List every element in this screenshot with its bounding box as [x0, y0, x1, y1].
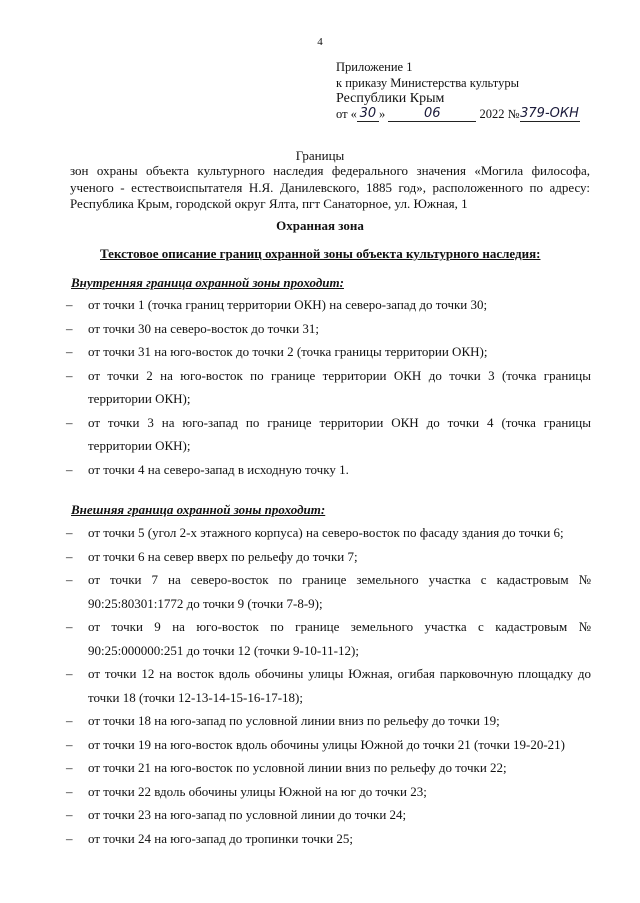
date-month: 06 — [388, 107, 476, 122]
document-title: Границы — [295, 148, 345, 163]
list-item: – от точки 19 на юго-восток вдоль обочины улицы Южной до точки 21 (точки 19-20-21) — [70, 733, 591, 757]
date-prefix: от « — [336, 106, 357, 121]
date-year: 2022 № — [476, 106, 520, 121]
list-item: – от точки 12 на восток вдоль обочины улицы Южная, огибая парковочную площадку до точки 18 (точки 12-13-14-15-16-17-18); — [70, 662, 591, 709]
order-number: 379-ОКН — [520, 106, 579, 121]
inner-border-list — [70, 293, 591, 481]
list-item: – от точки 24 на юго-запад до тропинки точки 25; — [70, 827, 591, 851]
appendix-line-1: Приложение 1 — [336, 60, 413, 74]
list-item: – от точки 18 на юго-запад по условной линии вниз по рельефу до точки 19; — [70, 709, 591, 733]
document-intro: зон охраны объекта культурного наследия федерального значения «Могила философа, ученого - естествоиспытателя Н.Я. Данилевского, 1885 год», расположенного по адресу: Республика Крым, городской округ Ялта, пгт Санаторное, ул. Южная, 1 — [70, 163, 590, 211]
zone-title: Охранная зона — [276, 218, 364, 233]
list-item: – от точки 7 на северо-восток по границе земельного участка с кадастровым № 90:25:80301:1772 до точки 9 (точки 7-8-9); — [70, 568, 591, 615]
list-item: – от точки 6 на север вверх по рельефу до точки 7; — [70, 545, 591, 569]
list-item: – от точки 9 на юго-восток по границе земельного участка с кадастровым № 90:25:000000:251 до точки 12 (точки 9-10-11-12); — [70, 615, 591, 662]
outer-border-heading: Внешняя граница охранной зоны проходит: — [71, 502, 326, 517]
date-day: 30 — [357, 107, 379, 122]
list-item: – от точки 2 на юго-восток по границе территории ОКН до точки 3 (точка границы территории ОКН); — [70, 364, 591, 411]
list-item: – от точки 4 на северо-запад в исходную точку 1. — [70, 458, 591, 482]
list-item: – от точки 3 на юго-запад по границе территории ОКН до точки 4 (точка границы территории ОКН); — [70, 411, 591, 458]
description-title: Текстовое описание границ охранной зоны объекта культурного наследия: — [100, 246, 541, 261]
list-item: – от точки 31 на юго-восток до точки 2 (точка границы территории ОКН); — [70, 340, 591, 364]
list-item: – от точки 21 на юго-восток по условной линии вниз по рельефу до точки 22; — [70, 756, 591, 780]
date-mid: » — [378, 106, 389, 121]
list-item: – от точки 5 (угол 2-х этажного корпуса) на северо-восток по фасаду здания до точки 6; — [70, 521, 591, 545]
list-item: – от точки 30 на северо-восток до точки 31; — [70, 317, 591, 341]
list-item: – от точки 1 (точка границ территории ОКН) на северо-запад до точки 30; — [70, 293, 591, 317]
page-number: 4 — [317, 36, 323, 48]
appendix-line-3: Республики Крым — [336, 91, 445, 106]
inner-border-heading: Внутренняя граница охранной зоны проходит: — [71, 275, 344, 290]
appendix-line-2: к приказу Министерства культуры — [336, 75, 519, 90]
appendix-block — [336, 60, 580, 122]
appendix-date-line — [336, 107, 580, 123]
outer-border-list — [70, 521, 591, 850]
list-item: – от точки 23 на юго-запад по условной линии до точки 24; — [70, 803, 591, 827]
list-item: – от точки 22 вдоль обочины улицы Южной на юг до точки 23; — [70, 780, 591, 804]
